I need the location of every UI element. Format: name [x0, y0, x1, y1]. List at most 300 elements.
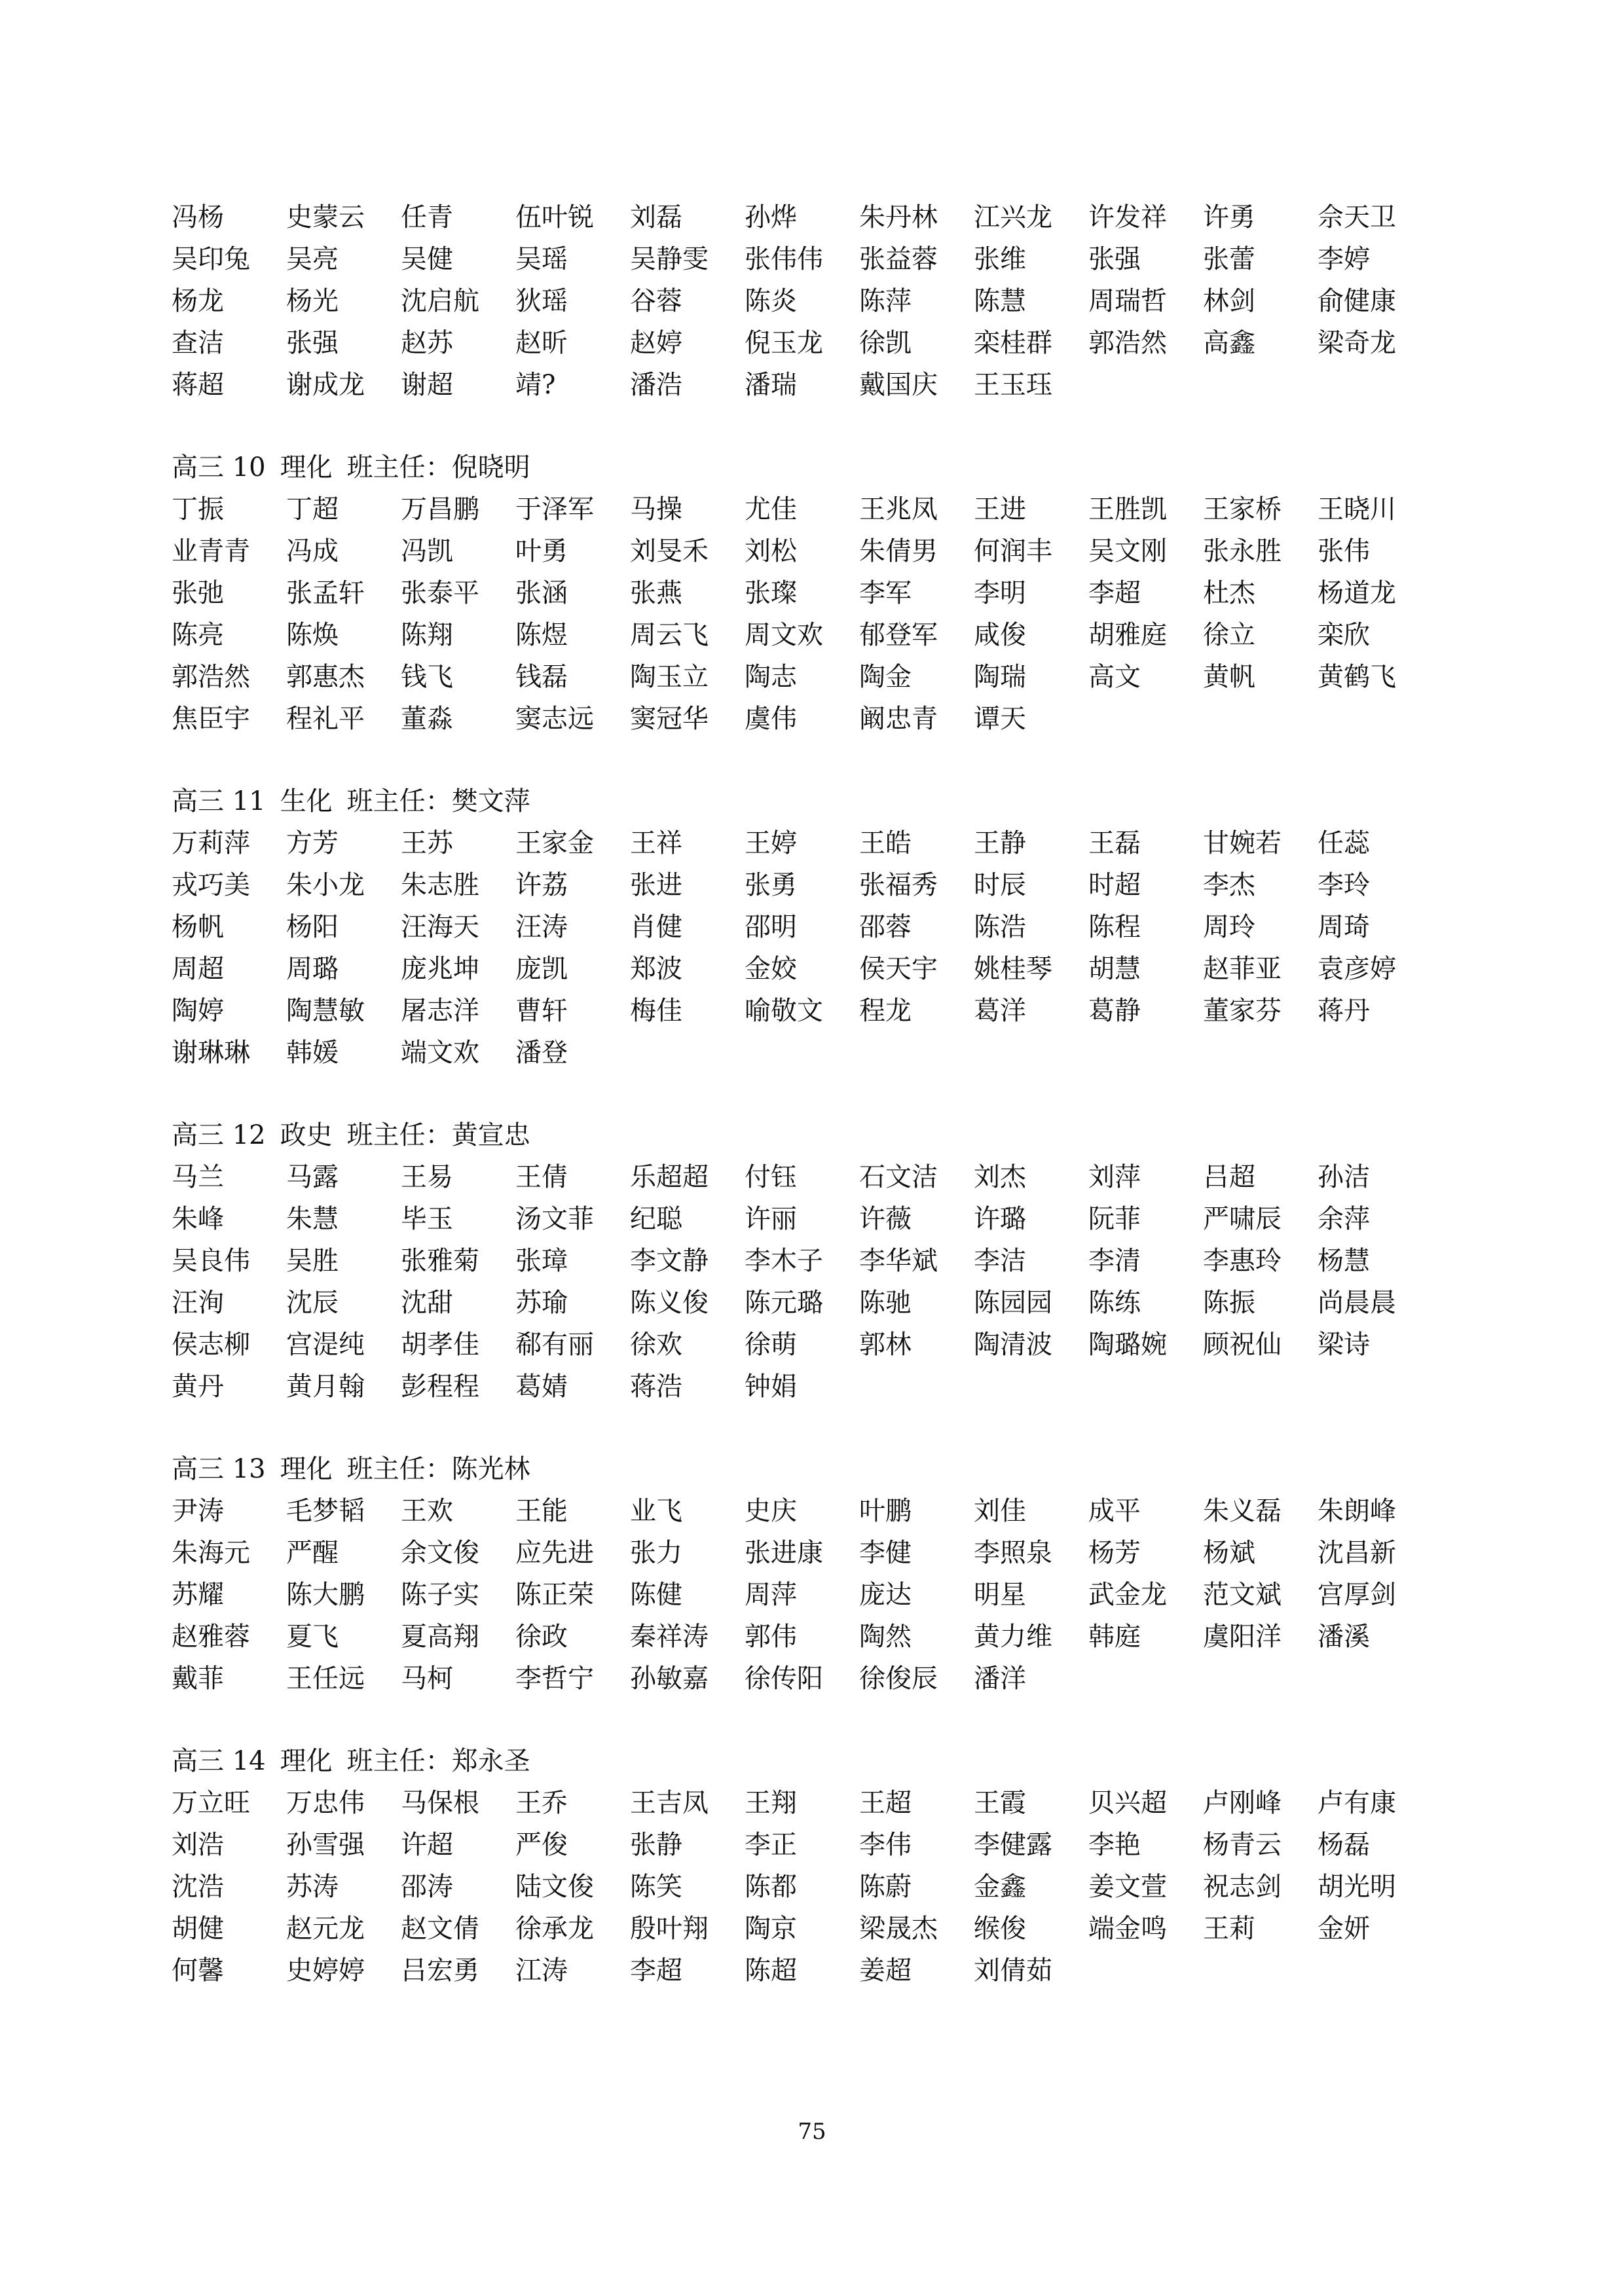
student-name: 王婷 — [745, 828, 797, 858]
student-name: 朱朗峰 — [1318, 1496, 1396, 1526]
student-name: 王莉 — [1203, 1914, 1255, 1944]
student-name: 杨青云 — [1203, 1830, 1282, 1860]
student-name: 李婷 — [1318, 244, 1370, 274]
student-name: 戎巧美 — [172, 870, 250, 900]
student-name: 杜杰 — [1203, 578, 1255, 608]
student-name: 李洁 — [974, 1246, 1026, 1276]
student-name: 胡慧 — [1088, 954, 1141, 984]
student-name: 王家金 — [515, 828, 594, 858]
student-name: 郭浩然 — [172, 662, 250, 692]
student-name: 李军 — [859, 578, 912, 608]
name-row — [172, 322, 1481, 364]
student-name: 朱小龙 — [286, 870, 365, 900]
student-name: 陈浩 — [974, 912, 1026, 942]
student-name: 成平 — [1088, 1496, 1141, 1526]
student-name: 王易 — [401, 1162, 453, 1192]
student-name: 钟娟 — [745, 1372, 797, 1402]
student-name: 陈焕 — [286, 620, 339, 650]
student-name: 何馨 — [172, 1956, 224, 1986]
class-header — [172, 780, 545, 822]
student-name: 陈义俊 — [630, 1288, 709, 1318]
student-name: 杨斌 — [1203, 1538, 1255, 1568]
student-name: 王翔 — [745, 1788, 797, 1818]
student-name: 沈辰 — [286, 1288, 339, 1318]
student-name: 胡光明 — [1318, 1872, 1396, 1902]
student-name: 张进康 — [745, 1538, 823, 1568]
name-row — [172, 1490, 1481, 1532]
student-name: 张燕 — [630, 578, 682, 608]
student-name: 汪海天 — [401, 912, 479, 942]
student-name: 刘倩茹 — [974, 1956, 1052, 1986]
student-name: 刘萍 — [1088, 1162, 1141, 1192]
student-name: 张蕾 — [1203, 244, 1255, 274]
student-name: 乐超超 — [630, 1162, 709, 1192]
student-name: 李明 — [974, 578, 1026, 608]
student-name: 庞兆坤 — [401, 954, 479, 984]
student-name: 胡雅庭 — [1088, 620, 1167, 650]
student-name: 李哲宁 — [515, 1664, 594, 1694]
student-name: 狄瑶 — [515, 286, 568, 316]
student-name: 徐传阳 — [745, 1664, 823, 1694]
student-name: 王苏 — [401, 828, 453, 858]
student-name: 万立旺 — [172, 1788, 250, 1818]
student-name: 王霞 — [974, 1788, 1026, 1818]
student-name: 毕玉 — [401, 1204, 453, 1234]
student-name: 刘佳 — [974, 1496, 1026, 1526]
class-name: 高三 10 — [172, 452, 266, 483]
student-name: 王吉凤 — [630, 1788, 709, 1818]
student-name: 杨磊 — [1318, 1830, 1370, 1860]
student-name: 纪聪 — [630, 1204, 682, 1234]
student-name: 王胜凯 — [1088, 494, 1167, 524]
student-name: 尤佳 — [745, 494, 797, 524]
student-name: 李正 — [745, 1830, 797, 1860]
student-name: 张伟 — [1318, 536, 1370, 566]
student-name: 马柯 — [401, 1664, 453, 1694]
student-name: 邵明 — [745, 912, 797, 942]
student-name: 黄帆 — [1203, 662, 1255, 692]
class-name: 高三 11 — [172, 786, 266, 816]
student-name: 杨阳 — [286, 912, 339, 942]
name-row — [172, 1240, 1481, 1282]
student-name: 时超 — [1088, 870, 1141, 900]
student-name: 甘婉若 — [1203, 828, 1282, 858]
student-name: 陈驰 — [859, 1288, 912, 1318]
student-name: 方芳 — [286, 828, 339, 858]
student-name: 孙洁 — [1318, 1162, 1370, 1192]
student-name: 王皓 — [859, 828, 912, 858]
student-name: 王超 — [859, 1788, 912, 1818]
student-name: 屠志洋 — [401, 996, 479, 1026]
student-name: 张伟伟 — [745, 244, 823, 274]
student-name: 史婷婷 — [286, 1956, 365, 1986]
student-name: 万莉萍 — [172, 828, 250, 858]
student-name: 陶婷 — [172, 996, 224, 1026]
student-name: 陈笑 — [630, 1872, 682, 1902]
student-name: 董家芬 — [1203, 996, 1282, 1026]
student-name: 夏高翔 — [401, 1622, 479, 1652]
name-row — [172, 1366, 1481, 1408]
class-name: 高三 12 — [172, 1120, 266, 1150]
student-name: 万昌鹏 — [401, 494, 479, 524]
student-name: 陈翔 — [401, 620, 453, 650]
name-row — [172, 1532, 1481, 1574]
student-name: 潘洋 — [974, 1664, 1026, 1694]
name-row — [172, 698, 1481, 740]
student-name: 周萍 — [745, 1580, 797, 1610]
class-header — [172, 1448, 545, 1490]
student-name: 黄力维 — [974, 1622, 1052, 1652]
student-name: 张静 — [630, 1830, 682, 1860]
student-name: 明星 — [974, 1580, 1026, 1610]
student-name: 许璐 — [974, 1204, 1026, 1234]
student-name: 张璨 — [745, 578, 797, 608]
homeroom-teacher: 班主任：陈光林 — [346, 1454, 530, 1484]
student-name: 李玲 — [1318, 870, 1370, 900]
student-name: 蒋丹 — [1318, 996, 1370, 1026]
student-name: 周琦 — [1318, 912, 1370, 942]
student-name: 缑俊 — [974, 1914, 1026, 1944]
name-row — [172, 656, 1481, 698]
student-name: 宫湜纯 — [286, 1330, 365, 1360]
student-name: 苏涛 — [286, 1872, 339, 1902]
student-name: 周云飞 — [630, 620, 709, 650]
student-name: 倪玉龙 — [745, 328, 823, 358]
student-name: 葛洋 — [974, 996, 1026, 1026]
student-name: 潘溪 — [1318, 1622, 1370, 1652]
student-name: 姜文萱 — [1088, 1872, 1167, 1902]
student-name: 秦祥涛 — [630, 1622, 709, 1652]
student-name: 严啸辰 — [1203, 1204, 1282, 1234]
student-name: 石文洁 — [859, 1162, 938, 1192]
student-name: 梅佳 — [630, 996, 682, 1026]
student-name: 阚忠青 — [859, 704, 938, 734]
student-name: 史庆 — [745, 1496, 797, 1526]
student-name: 苏瑜 — [515, 1288, 568, 1318]
student-name: 张孟轩 — [286, 578, 365, 608]
class-subject: 理化 — [280, 1454, 333, 1484]
student-name: 陈正荣 — [515, 1580, 594, 1610]
student-name: 刘旻禾 — [630, 536, 709, 566]
student-name: 王欢 — [401, 1496, 453, 1526]
student-name: 陶璐婉 — [1088, 1330, 1167, 1360]
student-name: 虞阳洋 — [1203, 1622, 1282, 1652]
student-name: 张强 — [286, 328, 339, 358]
class-subject: 理化 — [280, 1746, 333, 1776]
student-name: 赵苏 — [401, 328, 453, 358]
student-name: 吴静雯 — [630, 244, 709, 274]
student-name: 庞达 — [859, 1580, 912, 1610]
student-name: 伍叶锐 — [515, 202, 594, 232]
student-name: 张福秀 — [859, 870, 938, 900]
class-subject: 政史 — [280, 1120, 333, 1150]
student-name: 许发祥 — [1088, 202, 1167, 232]
student-name: 赵昕 — [515, 328, 568, 358]
name-row — [172, 948, 1481, 990]
student-name: 时辰 — [974, 870, 1026, 900]
student-name: 王磊 — [1088, 828, 1141, 858]
student-name: 陈超 — [745, 1956, 797, 1986]
student-name: 叶鹏 — [859, 1496, 912, 1526]
student-name: 王静 — [974, 828, 1026, 858]
class-subject: 理化 — [280, 452, 333, 483]
student-name: 吴瑶 — [515, 244, 568, 274]
student-name: 万忠伟 — [286, 1788, 365, 1818]
student-name: 刘浩 — [172, 1830, 224, 1860]
student-name: 史蒙云 — [286, 202, 365, 232]
student-name: 张勇 — [745, 870, 797, 900]
student-name: 王家桥 — [1203, 494, 1282, 524]
student-name: 李艳 — [1088, 1830, 1141, 1860]
student-name: 佘天卫 — [1318, 202, 1396, 232]
student-name: 周璐 — [286, 954, 339, 984]
student-name: 冯成 — [286, 536, 339, 566]
student-name: 陈元璐 — [745, 1288, 823, 1318]
student-name: 孙雪强 — [286, 1830, 365, 1860]
student-name: 江涛 — [515, 1956, 568, 1986]
student-name: 陶京 — [745, 1914, 797, 1944]
student-name: 陈园园 — [974, 1288, 1052, 1318]
student-name: 杨慧 — [1318, 1246, 1370, 1276]
student-name: 朱志胜 — [401, 870, 479, 900]
name-row — [172, 280, 1481, 322]
student-name: 冯凯 — [401, 536, 453, 566]
student-name: 周超 — [172, 954, 224, 984]
name-row — [172, 864, 1481, 906]
student-name: 梁诗 — [1318, 1330, 1370, 1360]
student-name: 王兆凤 — [859, 494, 938, 524]
name-row — [172, 1156, 1481, 1198]
student-name: 陈振 — [1203, 1288, 1255, 1318]
name-row — [172, 1950, 1481, 1992]
student-name: 张永胜 — [1203, 536, 1282, 566]
student-name: 马操 — [630, 494, 682, 524]
student-name: 陈子实 — [401, 1580, 479, 1610]
student-name: 严俊 — [515, 1830, 568, 1860]
student-name: 赵文倩 — [401, 1914, 479, 1944]
student-name: 陶瑞 — [974, 662, 1026, 692]
student-name: 韩庭 — [1088, 1622, 1141, 1652]
student-name: 俞健康 — [1318, 286, 1396, 316]
student-name: 栾桂群 — [974, 328, 1052, 358]
student-name: 程礼平 — [286, 704, 365, 734]
student-name: 江兴龙 — [974, 202, 1052, 232]
name-row — [172, 572, 1481, 614]
name-row — [172, 1574, 1481, 1616]
student-name: 李超 — [1088, 578, 1141, 608]
name-row — [172, 1282, 1481, 1324]
student-name: 胡健 — [172, 1914, 224, 1944]
student-name: 黄丹 — [172, 1372, 224, 1402]
class-subject: 生化 — [280, 786, 333, 816]
student-name: 严醒 — [286, 1538, 339, 1568]
student-name: 王任远 — [286, 1664, 365, 1694]
student-name: 李伟 — [859, 1830, 912, 1860]
student-name: 宫厚剑 — [1318, 1580, 1396, 1610]
student-name: 谢琳琳 — [172, 1038, 250, 1068]
student-name: 陈萍 — [859, 286, 912, 316]
student-name: 陈亮 — [172, 620, 224, 650]
name-row — [172, 364, 1481, 406]
student-name: 卢有康 — [1318, 1788, 1396, 1818]
student-name: 蒋超 — [172, 370, 224, 400]
student-name: 杨龙 — [172, 286, 224, 316]
student-name: 李清 — [1088, 1246, 1141, 1276]
student-name: 李健露 — [974, 1830, 1052, 1860]
student-name: 何润丰 — [974, 536, 1052, 566]
name-row — [172, 1824, 1481, 1866]
student-name: 张进 — [630, 870, 682, 900]
student-name: 钱磊 — [515, 662, 568, 692]
student-name: 焦臣宇 — [172, 704, 250, 734]
student-name: 刘松 — [745, 536, 797, 566]
class-name: 高三 13 — [172, 1454, 266, 1484]
student-name: 夏飞 — [286, 1622, 339, 1652]
student-name: 陈健 — [630, 1580, 682, 1610]
student-name: 李杰 — [1203, 870, 1255, 900]
student-name: 沈甜 — [401, 1288, 453, 1318]
student-name: 李惠玲 — [1203, 1246, 1282, 1276]
student-name: 金姣 — [745, 954, 797, 984]
student-name: 任蕊 — [1318, 828, 1370, 858]
student-name: 葛静 — [1088, 996, 1141, 1026]
student-name: 窦冠华 — [630, 704, 709, 734]
student-name: 高文 — [1088, 662, 1141, 692]
student-name: 任青 — [401, 202, 453, 232]
student-name: 高鑫 — [1203, 328, 1255, 358]
student-name: 潘登 — [515, 1038, 568, 1068]
student-name: 赵婷 — [630, 328, 682, 358]
student-name: 徐萌 — [745, 1330, 797, 1360]
student-name: 徐凯 — [859, 328, 912, 358]
student-name: 彭程程 — [401, 1372, 479, 1402]
name-row — [172, 1866, 1481, 1908]
student-name: 汪洵 — [172, 1288, 224, 1318]
student-name: 陈都 — [745, 1872, 797, 1902]
student-name: 赵菲亚 — [1203, 954, 1282, 984]
student-name: 王乔 — [515, 1788, 568, 1818]
student-name: 朱慧 — [286, 1204, 339, 1234]
student-name: 尚晨晨 — [1318, 1288, 1396, 1318]
student-name: 陶清波 — [974, 1330, 1052, 1360]
student-name: 叶勇 — [515, 536, 568, 566]
student-name: 郗有丽 — [515, 1330, 594, 1360]
class-header — [172, 1740, 545, 1782]
homeroom-teacher: 班主任：樊文萍 — [346, 786, 530, 816]
student-name: 梁晟杰 — [859, 1914, 938, 1944]
student-name: 姜超 — [859, 1956, 912, 1986]
student-name: 吕超 — [1203, 1162, 1255, 1192]
student-name: 杨光 — [286, 286, 339, 316]
student-name: 付钰 — [745, 1162, 797, 1192]
student-name: 吴亮 — [286, 244, 339, 274]
student-name: 徐承龙 — [515, 1914, 594, 1944]
student-name: 端文欢 — [401, 1038, 479, 1068]
student-name: 陈炎 — [745, 286, 797, 316]
student-name: 陶金 — [859, 662, 912, 692]
student-name: 咸俊 — [974, 620, 1026, 650]
student-name: 冯杨 — [172, 202, 224, 232]
student-name: 靖? — [515, 370, 556, 400]
homeroom-teacher: 班主任：倪晓明 — [346, 452, 530, 483]
student-name: 武金龙 — [1088, 1580, 1167, 1610]
student-name: 张涵 — [515, 578, 568, 608]
student-name: 谢超 — [401, 370, 453, 400]
student-name: 王祥 — [630, 828, 682, 858]
student-name: 金妍 — [1318, 1914, 1370, 1944]
student-name: 贝兴超 — [1088, 1788, 1167, 1818]
student-name: 黄鹤飞 — [1318, 662, 1396, 692]
student-name: 谭天 — [974, 704, 1026, 734]
student-name: 张维 — [974, 244, 1026, 274]
student-name: 范文斌 — [1203, 1580, 1282, 1610]
student-name: 张益蓉 — [859, 244, 938, 274]
student-name: 苏耀 — [172, 1580, 224, 1610]
student-name: 侯志柳 — [172, 1330, 250, 1360]
student-name: 陶然 — [859, 1622, 912, 1652]
student-name: 王能 — [515, 1496, 568, 1526]
student-name: 李华斌 — [859, 1246, 938, 1276]
student-name: 毛梦韬 — [286, 1496, 365, 1526]
student-name: 尹涛 — [172, 1496, 224, 1526]
student-name: 应先进 — [515, 1538, 594, 1568]
student-name: 端金鸣 — [1088, 1914, 1167, 1944]
student-name: 沈昌新 — [1318, 1538, 1396, 1568]
student-name: 李文静 — [630, 1246, 709, 1276]
name-row — [172, 990, 1481, 1032]
student-name: 张泰平 — [401, 578, 479, 608]
student-name: 丁振 — [172, 494, 224, 524]
student-name: 朱峰 — [172, 1204, 224, 1234]
student-name: 吕宏勇 — [401, 1956, 479, 1986]
student-name: 赵元龙 — [286, 1914, 365, 1944]
student-name: 陶志 — [745, 662, 797, 692]
student-name: 姚桂琴 — [974, 954, 1052, 984]
student-name: 沈浩 — [172, 1872, 224, 1902]
student-name: 刘磊 — [630, 202, 682, 232]
student-name: 杨帆 — [172, 912, 224, 942]
student-name: 郭惠杰 — [286, 662, 365, 692]
student-name: 陆文俊 — [515, 1872, 594, 1902]
student-name: 许薇 — [859, 1204, 912, 1234]
student-name: 吴印兔 — [172, 244, 250, 274]
student-name: 庞凯 — [515, 954, 568, 984]
student-name: 陈蔚 — [859, 1872, 912, 1902]
student-name: 陈大鹏 — [286, 1580, 365, 1610]
student-name: 周玲 — [1203, 912, 1255, 942]
student-name: 刘杰 — [974, 1162, 1026, 1192]
student-name: 徐立 — [1203, 620, 1255, 650]
student-name: 杨芳 — [1088, 1538, 1141, 1568]
name-row — [172, 614, 1481, 656]
student-name: 顾祝仙 — [1203, 1330, 1282, 1360]
student-name: 许超 — [401, 1830, 453, 1860]
student-name: 余文俊 — [401, 1538, 479, 1568]
student-name: 谢成龙 — [286, 370, 365, 400]
student-name: 陶慧敏 — [286, 996, 365, 1026]
student-name: 陈慧 — [974, 286, 1026, 316]
student-name: 孙敏嘉 — [630, 1664, 709, 1694]
student-name: 胡孝佳 — [401, 1330, 479, 1360]
student-name: 郭林 — [859, 1330, 912, 1360]
name-row — [172, 196, 1481, 238]
student-name: 李木子 — [745, 1246, 823, 1276]
student-name: 虞伟 — [745, 704, 797, 734]
student-name: 马兰 — [172, 1162, 224, 1192]
student-name: 陶玉立 — [630, 662, 709, 692]
student-name: 吴文刚 — [1088, 536, 1167, 566]
student-name: 沈启航 — [401, 286, 479, 316]
